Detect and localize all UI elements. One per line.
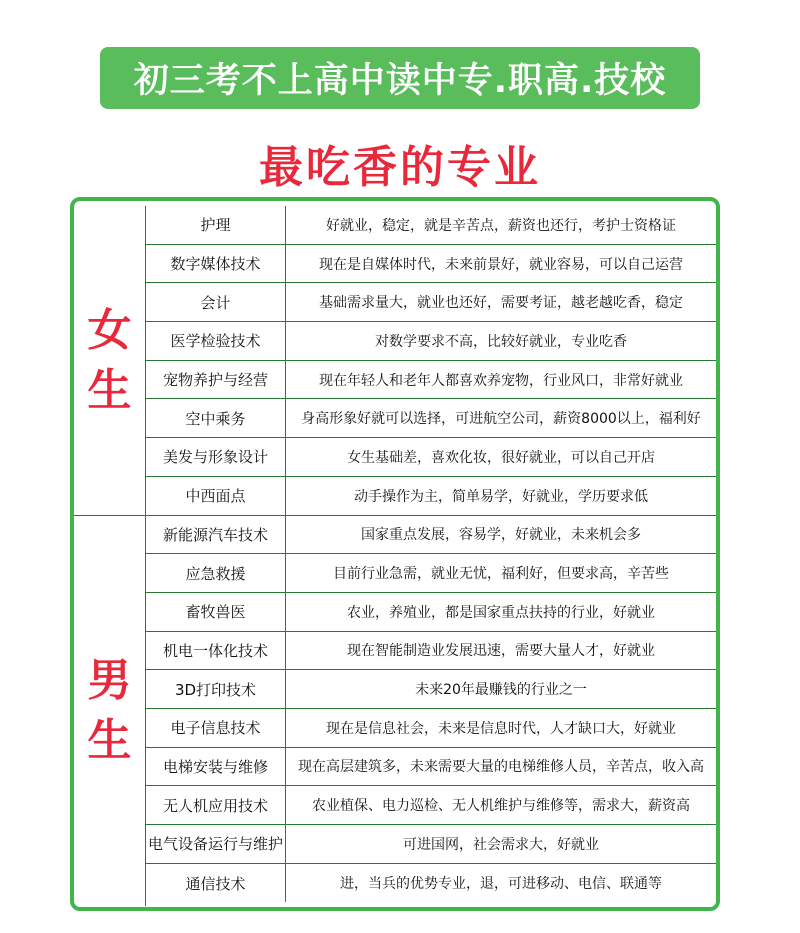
table-row <box>146 632 716 671</box>
major-description: 进，当兵的优势专业，退，可进移动、电信、联通等 <box>340 876 662 893</box>
table-row <box>146 322 716 361</box>
major-description: 好就业，稳定，就是辛苦点，薪资也还行，考护士资格证 <box>326 217 676 234</box>
group-label-char: 男 <box>87 655 132 706</box>
major-name: 空中乘务 <box>146 399 286 437</box>
table-row <box>146 438 716 477</box>
major-description: 女生基础差，喜欢化妆，很好就业，可以自己开店 <box>347 449 655 466</box>
major-name: 无人机应用技术 <box>146 786 286 824</box>
table-row <box>146 206 716 245</box>
table-row <box>146 245 716 284</box>
table-row <box>146 554 716 593</box>
major-name: 美发与形象设计 <box>146 438 286 476</box>
table-row <box>146 516 716 555</box>
table-row <box>146 283 716 322</box>
major-name: 电气设备运行与维护 <box>146 825 286 863</box>
table-row <box>146 477 716 516</box>
major-name: 医学检验技术 <box>146 322 286 360</box>
table-row <box>146 593 716 632</box>
major-description: 可进国网，社会需求大，好就业 <box>403 836 599 853</box>
group-label-female <box>74 206 146 516</box>
table-row <box>146 399 716 438</box>
major-name: 电子信息技术 <box>146 709 286 747</box>
page-title: 初三考不上高中读中专.职高.技校 <box>133 61 667 101</box>
major-name: 新能源汽车技术 <box>146 516 286 554</box>
major-description: 目前行业急需，就业无忧，福利好，但要求高，辛苦些 <box>333 566 669 583</box>
major-name: 中西面点 <box>146 477 286 515</box>
major-description: 对数学要求不高，比较好就业，专业吃香 <box>375 333 627 350</box>
group-label-char: 生 <box>87 715 132 766</box>
major-description: 现在高层建筑多，未来需要大量的电梯维修人员，辛苦点，收入高 <box>298 759 704 776</box>
group-label-char: 女 <box>87 304 132 356</box>
major-description: 现在是信息社会，未来是信息时代，人才缺口大，好就业 <box>326 720 676 737</box>
major-description: 身高形象好就可以选择，可进航空公司，薪资8000以上，福利好 <box>301 411 701 428</box>
major-description: 国家重点发展，容易学，好就业，未来机会多 <box>361 527 641 544</box>
major-name: 机电一体化技术 <box>146 632 286 670</box>
major-description: 未来20年最赚钱的行业之一 <box>415 682 587 699</box>
major-name: 宠物养护与经营 <box>146 361 286 399</box>
major-description: 现在年轻人和老年人都喜欢养宠物，行业风口，非常好就业 <box>319 372 683 389</box>
major-description: 农业植保、电力巡检、无人机维护与维修等，需求大，薪资高 <box>312 798 690 815</box>
major-name: 会计 <box>146 283 286 321</box>
table-row <box>146 748 716 787</box>
table-rows <box>146 206 716 902</box>
table-row <box>146 786 716 825</box>
major-name: 3D打印技术 <box>146 670 286 708</box>
table-row <box>146 670 716 709</box>
major-name: 畜牧兽医 <box>146 593 286 631</box>
group-label-char: 生 <box>87 364 132 416</box>
major-name: 数字媒体技术 <box>146 245 286 283</box>
major-description: 基础需求量大，就业也还好，需要考证，越老越吃香，稳定 <box>319 295 683 312</box>
major-description: 动手操作为主，简单易学，好就业，学历要求低 <box>354 488 648 505</box>
majors-table <box>70 197 720 911</box>
table-row <box>146 864 716 903</box>
major-name: 电梯安装与维修 <box>146 748 286 786</box>
group-label-male <box>74 516 146 906</box>
major-name: 通信技术 <box>146 864 286 903</box>
table-row <box>146 709 716 748</box>
title-banner <box>100 47 700 109</box>
major-description: 现在是自媒体时代，未来前景好，就业容易，可以自己运营 <box>319 256 683 273</box>
table-row <box>146 825 716 864</box>
page-subtitle: 最吃香的专业 <box>259 142 541 193</box>
major-description: 现在智能制造业发展迅速，需要大量人才，好就业 <box>347 643 655 660</box>
major-description: 农业，养殖业，都是国家重点扶持的行业，好就业 <box>347 604 655 621</box>
major-name: 应急救援 <box>146 554 286 592</box>
major-name: 护理 <box>146 206 286 244</box>
table-row <box>146 361 716 400</box>
